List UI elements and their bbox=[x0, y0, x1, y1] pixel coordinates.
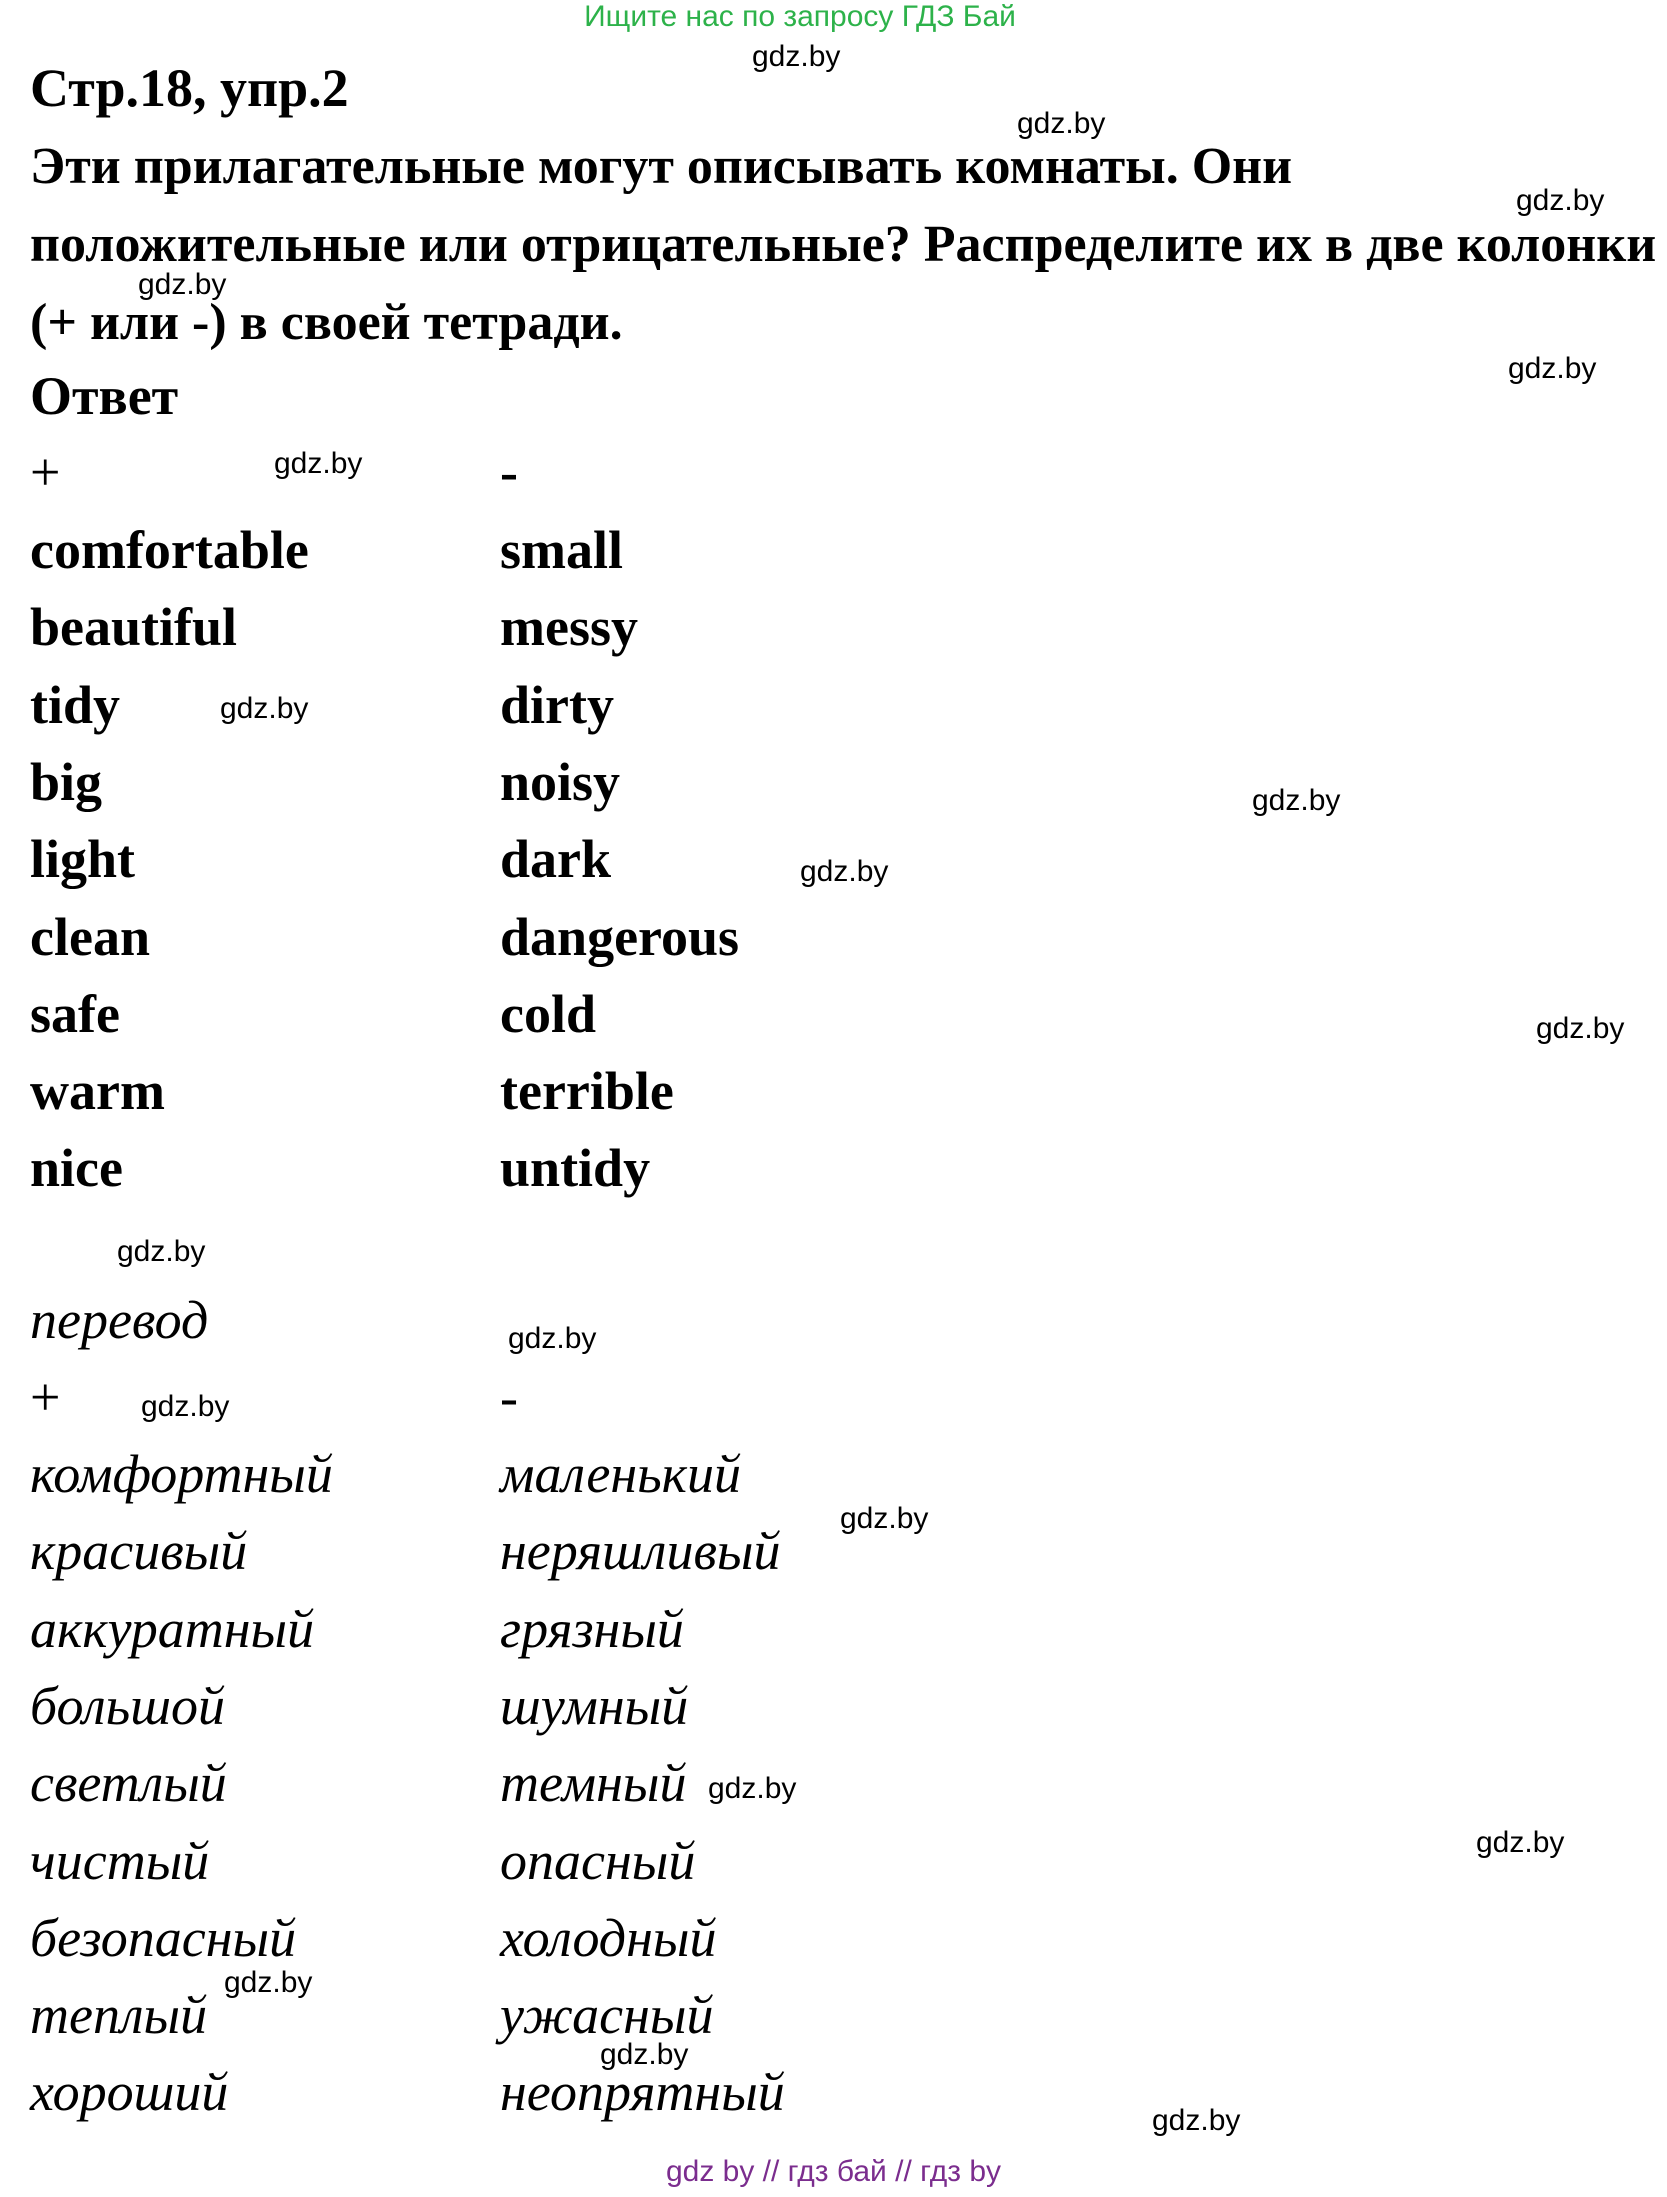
watermark: gdz.by bbox=[1152, 2104, 1241, 2137]
negative-word: small bbox=[500, 520, 624, 580]
positive-word: big bbox=[30, 751, 103, 812]
translation-positive-word: красивый bbox=[30, 1521, 248, 1582]
negative-word: dangerous bbox=[500, 906, 740, 967]
translation-negative-word: шумный bbox=[500, 1675, 689, 1736]
watermark: gdz.by bbox=[1516, 184, 1605, 217]
negative-word: dirty bbox=[500, 674, 614, 735]
positive-word: beautiful bbox=[30, 597, 238, 658]
translation-negative-word: ужасный bbox=[500, 1985, 714, 2046]
negative-word: terrible bbox=[500, 1061, 674, 1122]
watermark: gdz.by bbox=[220, 692, 309, 725]
positive-word: warm bbox=[30, 1061, 165, 1122]
watermark: gdz.by bbox=[1536, 1012, 1625, 1045]
negative-word: noisy bbox=[500, 751, 621, 812]
positive-word: safe bbox=[30, 983, 120, 1044]
watermark: gdz.by bbox=[224, 1966, 313, 1999]
watermark: gdz.by bbox=[1252, 784, 1341, 817]
watermark: gdz.by bbox=[708, 1772, 797, 1805]
watermark: gdz.by bbox=[141, 1390, 230, 1423]
positive-word: light bbox=[30, 829, 136, 890]
translation-negative-word: грязный bbox=[500, 1598, 684, 1659]
watermark: gdz.by bbox=[1476, 1826, 1565, 1859]
watermark: gdz.by bbox=[274, 447, 363, 480]
translation-negative-word: маленький bbox=[500, 1444, 741, 1504]
positive-word: nice bbox=[30, 1138, 123, 1199]
translation-negative-word: неопрятный bbox=[500, 2062, 785, 2123]
translation-minus-header: - bbox=[500, 1367, 518, 1427]
watermark: gdz.by bbox=[840, 1502, 929, 1535]
page-title: Стр.18, упр.2 bbox=[30, 58, 349, 118]
answer-label: Ответ bbox=[30, 366, 179, 426]
translation-positive-word: аккуратный bbox=[30, 1598, 315, 1659]
translation-plus-header: + bbox=[30, 1367, 61, 1427]
translation-label: перевод bbox=[30, 1290, 209, 1350]
watermark: gdz.by bbox=[600, 2038, 689, 2071]
exercise-instruction: Эти прилагательные могут описывать комнаты. Они положительные или отрицательные? Распределите их в две колонки (+ или -) в своей тетради. bbox=[30, 138, 1657, 351]
negative-word: untidy bbox=[500, 1138, 651, 1199]
translation-positive-word: хороший bbox=[30, 2062, 229, 2123]
translation-negative-word: темный bbox=[500, 1753, 687, 1814]
watermark: gdz.by bbox=[138, 268, 227, 301]
translation-positive-word: большой bbox=[30, 1675, 225, 1736]
negative-word: cold bbox=[500, 983, 597, 1044]
watermark: gdz.by bbox=[800, 855, 889, 888]
footer-links[interactable]: gdz by // гдз бай // гдз by bbox=[665, 2155, 1002, 2188]
watermark: gdz.by bbox=[117, 1235, 206, 1268]
translation-negative-word: холодный bbox=[500, 1907, 717, 1968]
negative-word: dark bbox=[500, 829, 612, 890]
translation-negative-word: опасный bbox=[500, 1830, 696, 1891]
watermark: gdz.by bbox=[752, 40, 841, 73]
translation-negative-word: неряшливый bbox=[500, 1521, 781, 1582]
minus-header: - bbox=[500, 442, 518, 502]
watermark: gdz.by bbox=[1017, 107, 1106, 140]
translation-positive-word: светлый bbox=[30, 1753, 227, 1814]
translation-positive-word: теплый bbox=[30, 1985, 208, 2046]
watermark: gdz.by bbox=[1508, 352, 1597, 385]
top-banner[interactable]: Ищите нас по запросу ГДЗ Бай bbox=[584, 0, 1016, 33]
translation-positive-word: комфортный bbox=[30, 1444, 333, 1504]
translation-positive-word: чистый bbox=[30, 1830, 210, 1891]
plus-header: + bbox=[30, 442, 61, 502]
translation-positive-word: безопасный bbox=[30, 1907, 297, 1968]
positive-word: tidy bbox=[30, 674, 121, 735]
positive-word: comfortable bbox=[30, 520, 309, 580]
negative-word: messy bbox=[500, 597, 638, 658]
positive-word: clean bbox=[30, 906, 150, 967]
watermark: gdz.by bbox=[508, 1322, 597, 1355]
